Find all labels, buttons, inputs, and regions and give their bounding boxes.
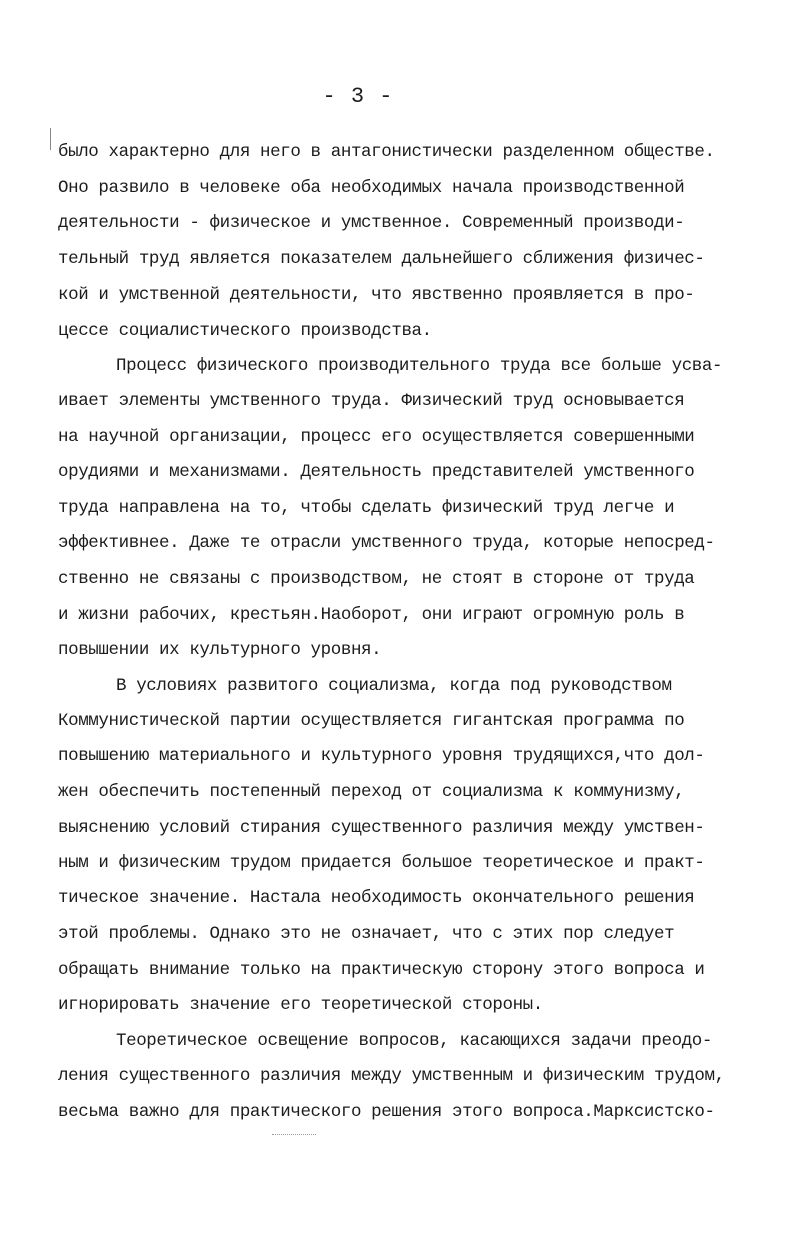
text-line: цессе социалистического производства. (58, 321, 432, 341)
text-line: эффективнее. Даже те отрасли умственного труда, которые непосред- (58, 533, 715, 553)
text-line: повышению материального и культурного уровня трудящихся,что дол- (58, 746, 705, 766)
page-number: - 3 - (322, 84, 394, 109)
text-line: Процесс физического производительного труда все больше усва- (116, 356, 723, 376)
text-line: жен обеспечить постепенный переход от социализма к коммунизму, (58, 782, 685, 802)
text-line: было характерно для него в антагонистически разделенном обществе. (58, 142, 715, 162)
text-line: Оно развило в человеке оба необходимых начала производственной (58, 178, 685, 198)
text-line: Коммунистической партии осуществляется гигантская программа по (58, 711, 685, 731)
text-line: тельный труд является показателем дальнейшего сближения физичес- (58, 249, 705, 269)
text-line: обращать внимание только на практическую сторону этого вопроса и (58, 960, 705, 980)
text-line: повышении их культурного уровня. (58, 640, 382, 660)
ink-smudge (272, 1134, 316, 1137)
text-line: ления существенного различия между умственным и физическим трудом, (58, 1066, 725, 1086)
text-line: ственно не связаны с производством, не стоят в стороне от труда (58, 569, 695, 589)
text-line: весьма важно для практического решения этого вопроса.Марксистско- (58, 1102, 715, 1122)
text-line: труда направлена на то, чтобы сделать физический труд легче и (58, 498, 675, 518)
margin-mark (50, 128, 51, 150)
text-line: ивает элементы умственного труда. Физический труд основывается (58, 391, 685, 411)
text-line: игнорировать значение его теоретической стороны. (58, 995, 543, 1015)
text-line: тическое значение. Настала необходимость окончательного решения (58, 888, 695, 908)
text-line: выяснению условий стирания существенного различия между умствен- (58, 818, 705, 838)
text-line: и жизни рабочих, крестьян.Наоборот, они играют огромную роль в (58, 605, 685, 625)
text-line: кой и умственной деятельности, что явственно проявляется в про- (58, 285, 695, 305)
text-line: Теоретическое освещение вопросов, касающихся задачи преодо- (116, 1031, 713, 1051)
text-line: орудиями и механизмами. Деятельность представителей умственного (58, 462, 695, 482)
text-line: деятельности - физическое и умственное. Современный производи- (58, 213, 685, 233)
text-line: на научной организации, процесс его осуществляется совершенными (58, 427, 695, 447)
text-line: этой проблемы. Однако это не означает, что с этих пор следует (58, 924, 675, 944)
text-line: ным и физическим трудом придается большое теоретическое и практ- (58, 853, 705, 873)
text-line: В условиях развитого социализма, когда под руководством (116, 676, 672, 696)
